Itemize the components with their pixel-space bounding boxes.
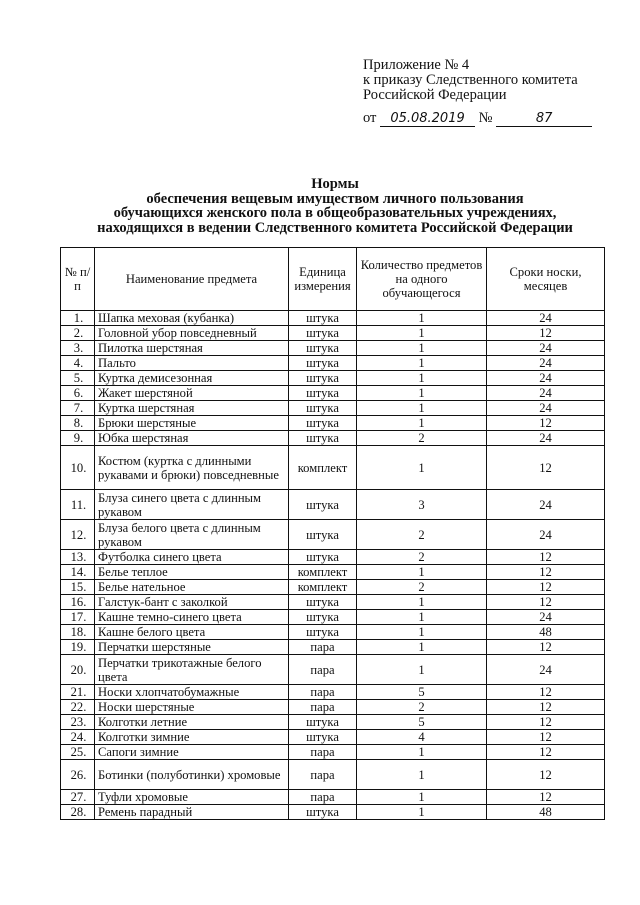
- item-wear-term: 12: [487, 595, 605, 610]
- table-row: [61, 595, 605, 610]
- appendix-number: Приложение № 4: [363, 57, 470, 73]
- item-quantity: 1: [357, 401, 487, 416]
- item-unit: штука: [289, 550, 357, 565]
- item-wear-term: 24: [487, 311, 605, 326]
- item-quantity: 2: [357, 550, 487, 565]
- table-row: [61, 700, 605, 715]
- table-row: [61, 386, 605, 401]
- table-row: [61, 655, 605, 685]
- table-row: [61, 640, 605, 655]
- title-line-4: находящихся в ведении Следственного комитета Российской Федерации: [97, 219, 573, 236]
- row-number: 11.: [61, 490, 95, 520]
- item-quantity: 1: [357, 446, 487, 490]
- item-wear-term: 24: [487, 401, 605, 416]
- table-row: [61, 610, 605, 625]
- item-quantity: 1: [357, 625, 487, 640]
- item-wear-term: 12: [487, 790, 605, 805]
- item-quantity: 4: [357, 730, 487, 745]
- order-number-label: №: [478, 110, 493, 126]
- row-number: 27.: [61, 790, 95, 805]
- item-unit: комплект: [289, 580, 357, 595]
- item-unit: штука: [289, 520, 357, 550]
- item-unit: штука: [289, 625, 357, 640]
- item-quantity: 2: [357, 700, 487, 715]
- table-row: [61, 401, 605, 416]
- row-number: 21.: [61, 685, 95, 700]
- table-row: [61, 805, 605, 820]
- item-name: Перчатки шерстяные: [95, 640, 289, 655]
- item-quantity: 1: [357, 640, 487, 655]
- item-wear-term: 24: [487, 431, 605, 446]
- item-unit: пара: [289, 745, 357, 760]
- item-quantity: 1: [357, 745, 487, 760]
- order-date: 05.08.2019: [380, 111, 475, 127]
- item-unit: штука: [289, 715, 357, 730]
- title-line-2: обеспечения вещевым имуществом личного пользования: [146, 190, 524, 207]
- header-qty: Количество предметов на одного обучающегося: [357, 248, 487, 311]
- item-unit: комплект: [289, 565, 357, 580]
- item-quantity: 1: [357, 326, 487, 341]
- item-name: Ботинки (полуботинки) хромовые: [95, 760, 289, 790]
- table-header-row: [61, 248, 605, 311]
- row-number: 2.: [61, 326, 95, 341]
- item-quantity: 1: [357, 805, 487, 820]
- table-row: [61, 580, 605, 595]
- item-name: Ремень парадный: [95, 805, 289, 820]
- item-wear-term: 24: [487, 356, 605, 371]
- item-name: Блуза синего цвета с длинным рукавом: [95, 490, 289, 520]
- item-unit: пара: [289, 655, 357, 685]
- item-unit: пара: [289, 790, 357, 805]
- order-date-prefix: от: [363, 110, 377, 126]
- item-quantity: 1: [357, 341, 487, 356]
- item-name: Кашне темно-синего цвета: [95, 610, 289, 625]
- row-number: 8.: [61, 416, 95, 431]
- item-name: Носки хлопчатобумажные: [95, 685, 289, 700]
- table-row: [61, 745, 605, 760]
- table-row: [61, 311, 605, 326]
- item-name: Футболка синего цвета: [95, 550, 289, 565]
- document-title: [40, 177, 630, 235]
- row-number: 3.: [61, 341, 95, 356]
- table-row: [61, 760, 605, 790]
- table-row: [61, 520, 605, 550]
- item-name: Галстук-бант с заколкой: [95, 595, 289, 610]
- item-quantity: 1: [357, 595, 487, 610]
- header-name: Наименование предмета: [95, 248, 289, 311]
- row-number: 25.: [61, 745, 95, 760]
- item-wear-term: 48: [487, 805, 605, 820]
- item-name: Куртка демисезонная: [95, 371, 289, 386]
- row-number: 18.: [61, 625, 95, 640]
- item-unit: штука: [289, 386, 357, 401]
- item-unit: штука: [289, 416, 357, 431]
- item-unit: пара: [289, 640, 357, 655]
- item-wear-term: 12: [487, 326, 605, 341]
- item-name: Брюки шерстяные: [95, 416, 289, 431]
- item-name: Юбка шерстяная: [95, 431, 289, 446]
- table-row: [61, 416, 605, 431]
- item-wear-term: 12: [487, 730, 605, 745]
- item-name: Пилотка шерстяная: [95, 341, 289, 356]
- table-row: [61, 715, 605, 730]
- header-unit: Единица измерения: [289, 248, 357, 311]
- item-unit: штука: [289, 371, 357, 386]
- item-unit: пара: [289, 700, 357, 715]
- item-name: Перчатки трикотажные белого цвета: [95, 655, 289, 685]
- item-quantity: 1: [357, 371, 487, 386]
- row-number: 22.: [61, 700, 95, 715]
- table-row: [61, 356, 605, 371]
- item-name: Белье нательное: [95, 580, 289, 595]
- row-number: 20.: [61, 655, 95, 685]
- item-quantity: 1: [357, 311, 487, 326]
- item-unit: штука: [289, 610, 357, 625]
- row-number: 17.: [61, 610, 95, 625]
- item-name: Жакет шерстяной: [95, 386, 289, 401]
- row-number: 4.: [61, 356, 95, 371]
- item-name: Костюм (куртка с длинными рукавами и брюки) повседневные: [95, 446, 289, 490]
- item-wear-term: 24: [487, 341, 605, 356]
- title-line-1: Нормы: [311, 176, 359, 192]
- norms-table: [60, 247, 605, 820]
- item-unit: штука: [289, 431, 357, 446]
- item-name: Кашне белого цвета: [95, 625, 289, 640]
- item-wear-term: 12: [487, 760, 605, 790]
- row-number: 26.: [61, 760, 95, 790]
- item-name: Куртка шерстяная: [95, 401, 289, 416]
- order-line: [363, 110, 592, 127]
- item-wear-term: 24: [487, 386, 605, 401]
- item-unit: штука: [289, 595, 357, 610]
- item-wear-term: 24: [487, 490, 605, 520]
- item-unit: штука: [289, 341, 357, 356]
- appendix-order-ref: к приказу Следственного комитета: [363, 72, 578, 88]
- item-unit: штука: [289, 730, 357, 745]
- item-quantity: 5: [357, 715, 487, 730]
- table-row: [61, 625, 605, 640]
- item-quantity: 1: [357, 386, 487, 401]
- row-number: 23.: [61, 715, 95, 730]
- table-row: [61, 341, 605, 356]
- table-row: [61, 565, 605, 580]
- row-number: 14.: [61, 565, 95, 580]
- table-row: [61, 446, 605, 490]
- appendix-block: [363, 58, 578, 103]
- row-number: 28.: [61, 805, 95, 820]
- table-row: [61, 790, 605, 805]
- item-name: Сапоги зимние: [95, 745, 289, 760]
- item-unit: штука: [289, 326, 357, 341]
- table-body: [61, 311, 605, 820]
- header-term: Сроки носки, месяцев: [487, 248, 605, 311]
- item-wear-term: 12: [487, 700, 605, 715]
- item-wear-term: 12: [487, 416, 605, 431]
- item-wear-term: 12: [487, 580, 605, 595]
- item-quantity: 5: [357, 685, 487, 700]
- row-number: 1.: [61, 311, 95, 326]
- row-number: 24.: [61, 730, 95, 745]
- item-quantity: 1: [357, 356, 487, 371]
- item-name: Белье теплое: [95, 565, 289, 580]
- order-number: 87: [496, 111, 592, 127]
- item-name: Носки шерстяные: [95, 700, 289, 715]
- item-name: Колготки зимние: [95, 730, 289, 745]
- item-unit: комплект: [289, 446, 357, 490]
- table-row: [61, 685, 605, 700]
- table-row: [61, 730, 605, 745]
- row-number: 7.: [61, 401, 95, 416]
- item-quantity: 1: [357, 610, 487, 625]
- item-wear-term: 24: [487, 520, 605, 550]
- header-num: № п/п: [61, 248, 95, 311]
- item-name: Шапка меховая (кубанка): [95, 311, 289, 326]
- item-wear-term: 12: [487, 565, 605, 580]
- item-wear-term: 24: [487, 610, 605, 625]
- item-wear-term: 12: [487, 715, 605, 730]
- item-name: Блуза белого цвета с длинным рукавом: [95, 520, 289, 550]
- item-name: Колготки летние: [95, 715, 289, 730]
- item-quantity: 1: [357, 565, 487, 580]
- item-unit: пара: [289, 760, 357, 790]
- item-wear-term: 24: [487, 371, 605, 386]
- item-unit: штука: [289, 490, 357, 520]
- row-number: 9.: [61, 431, 95, 446]
- table-row: [61, 431, 605, 446]
- item-quantity: 2: [357, 580, 487, 595]
- item-quantity: 2: [357, 431, 487, 446]
- row-number: 6.: [61, 386, 95, 401]
- row-number: 19.: [61, 640, 95, 655]
- item-unit: штука: [289, 401, 357, 416]
- item-wear-term: 12: [487, 550, 605, 565]
- row-number: 12.: [61, 520, 95, 550]
- item-unit: штука: [289, 356, 357, 371]
- table-row: [61, 371, 605, 386]
- item-unit: штука: [289, 805, 357, 820]
- item-wear-term: 48: [487, 625, 605, 640]
- item-wear-term: 12: [487, 685, 605, 700]
- item-name: Туфли хромовые: [95, 790, 289, 805]
- row-number: 13.: [61, 550, 95, 565]
- item-wear-term: 12: [487, 745, 605, 760]
- item-quantity: 1: [357, 790, 487, 805]
- item-wear-term: 24: [487, 655, 605, 685]
- item-quantity: 1: [357, 760, 487, 790]
- appendix-org: Российской Федерации: [363, 87, 507, 103]
- item-name: Головной убор повседневный: [95, 326, 289, 341]
- item-wear-term: 12: [487, 640, 605, 655]
- row-number: 5.: [61, 371, 95, 386]
- item-quantity: 1: [357, 655, 487, 685]
- item-unit: пара: [289, 685, 357, 700]
- item-quantity: 1: [357, 416, 487, 431]
- table-row: [61, 326, 605, 341]
- row-number: 16.: [61, 595, 95, 610]
- table-row: [61, 550, 605, 565]
- title-line-3: обучающихся женского пола в общеобразовательных учреждениях,: [113, 205, 557, 221]
- item-quantity: 3: [357, 490, 487, 520]
- item-unit: штука: [289, 311, 357, 326]
- item-wear-term: 12: [487, 446, 605, 490]
- row-number: 10.: [61, 446, 95, 490]
- item-quantity: 2: [357, 520, 487, 550]
- row-number: 15.: [61, 580, 95, 595]
- table-row: [61, 490, 605, 520]
- item-name: Пальто: [95, 356, 289, 371]
